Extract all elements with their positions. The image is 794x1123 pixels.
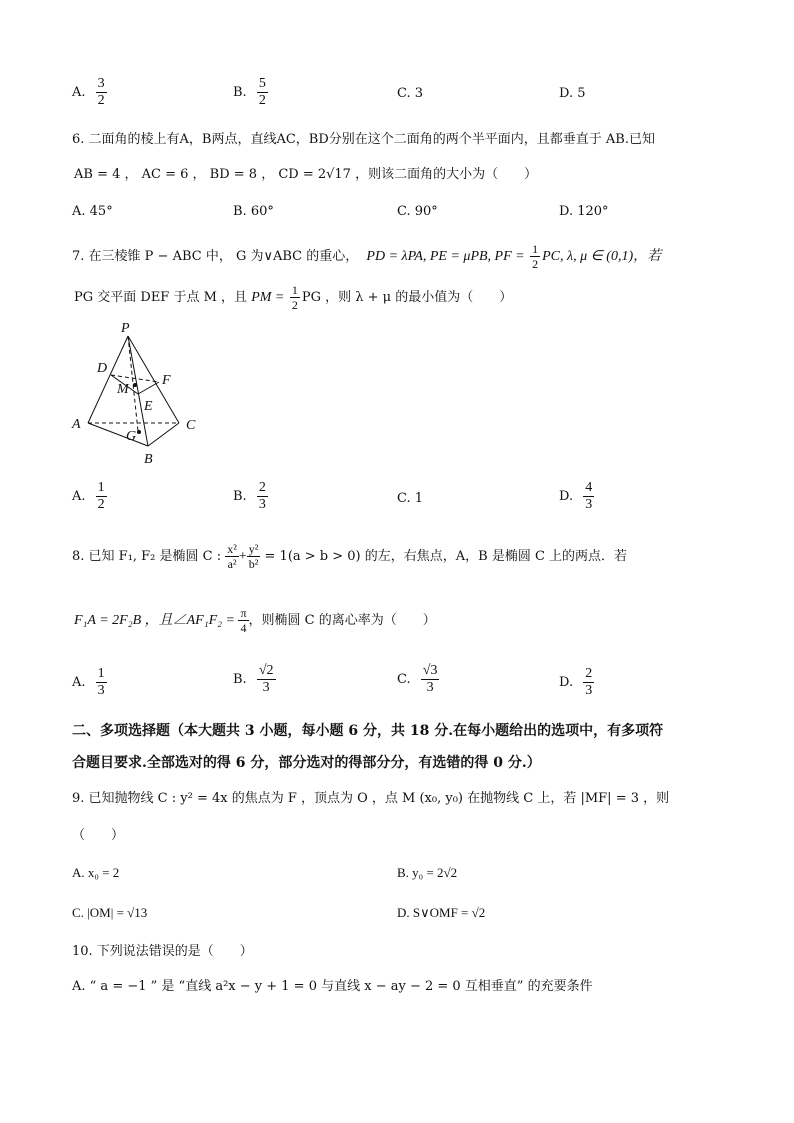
label-b: B xyxy=(144,452,153,467)
q5-option-d: D. 5 xyxy=(559,86,586,101)
q7-stem-line1: 7. 在三棱锥 P − ABC 中， G 为∨ABC 的重心， PD = λPA, PE = μPB, PF = $\frac{1}{2}$ PC, λ, μ ∈ (0,1)，若 xyxy=(72,242,662,271)
label-d: D xyxy=(97,361,108,376)
q9-option-b: B. y₀ = 2√2 xyxy=(397,865,458,880)
q8-stem-line1: 8. 已知 F₁, F₂ 是椭圆 C : $\frac{\text{x²}}{\text{a²}}$ + $\frac{\text{y²}}{\text{b²}}$ = 1(a > b > 0) 的左，右焦点，A，B 是椭圆 C 上的两点．若 xyxy=(72,542,628,571)
label-f: F xyxy=(162,373,171,388)
q5-option-a: A. $\frac{3}{2}$ xyxy=(72,76,105,108)
q9-option-d: D. S∨OMF = √2 xyxy=(397,905,486,920)
tetrahedron-figure xyxy=(66,318,216,468)
q7-option-c: C. 1 xyxy=(397,491,424,506)
q10-option-a: A. “ a = −1 ” 是 “直线 a²x − y + 1 = 0 与直线 x − ay − 2 = 0 互相垂直” 的充要条件 xyxy=(72,979,593,994)
label-e: E xyxy=(144,399,153,414)
label-a: A xyxy=(72,417,81,432)
q6-option-b: B. 60° xyxy=(233,204,274,219)
q6-option-a: A. 45° xyxy=(72,204,113,219)
q7-option-a: A. $\frac{1}{2}$ xyxy=(72,480,105,512)
label-m: M xyxy=(117,382,129,397)
q9-option-a: A. x₀ = 2 xyxy=(72,865,120,880)
q7-stem-line2: PG 交平面 DEF 于点 M ，且 PM = $\frac{1}{2}$ PG ，则 λ + μ 的最小值为（ ） xyxy=(74,283,513,312)
q9-stem-line2: （ ） xyxy=(72,828,125,843)
q6-stem-line2: AB = 4 ， AC = 6 ， BD = 8 ， CD = 2√17 ，则该二面角的大小为（ ） xyxy=(74,167,538,182)
section2-heading-line1: 二、多项选择题（本大题共 3 小题，每小题 6 分，共 18 分.在每小题给出的选项中，有多项符 xyxy=(72,723,664,739)
q5-option-b: B. $\frac{5}{2}$ xyxy=(233,76,266,108)
q8-option-d: D. $\frac{2}{3}$ xyxy=(559,666,593,698)
label-p: P xyxy=(121,321,130,336)
q9-stem-line1: 9. 已知抛物线 C : y² = 4x 的焦点为 F ，顶点为 O ，点 M (x₀, y₀) 在抛物线 C 上，若 |MF| = 3 ，则 xyxy=(72,791,670,806)
q7-option-b: B. $\frac{2}{3}$ xyxy=(233,480,266,512)
q8-option-b: B. $\frac{√2}{3}$ xyxy=(233,663,274,695)
label-g: G xyxy=(126,429,137,444)
q9-option-c: C. |OM| = √13 xyxy=(72,905,148,920)
q10-stem: 10. 下列说法错误的是（ ） xyxy=(72,944,253,959)
section2-heading-line2: 合题目要求.全部选对的得 6 分，部分选对的得部分分，有选错的得 0 分.） xyxy=(72,755,541,771)
q6-option-c: C. 90° xyxy=(397,204,438,219)
q8-option-c: C. $\frac{√3}{3}$ xyxy=(397,663,438,695)
q6-option-d: D. 120° xyxy=(559,204,609,219)
q6-stem-line1: 6. 二面角的棱上有A，B两点，直线AC，BD分别在这个二面角的两个半平面内，且都垂直于 AB.已知 xyxy=(72,132,655,147)
q5-option-c: C. 3 xyxy=(397,86,424,101)
q7-option-d: D. $\frac{4}{3}$ xyxy=(559,480,593,512)
q8-option-a: A. $\frac{1}{3}$ xyxy=(72,666,105,698)
label-c: C xyxy=(186,418,196,433)
q8-stem-line2: F₁A = 2F₂B ，且∠AF₁F₂ = $\frac{\pi}{4}$ ，则椭圆 C 的离心率为（ ） xyxy=(74,606,436,635)
